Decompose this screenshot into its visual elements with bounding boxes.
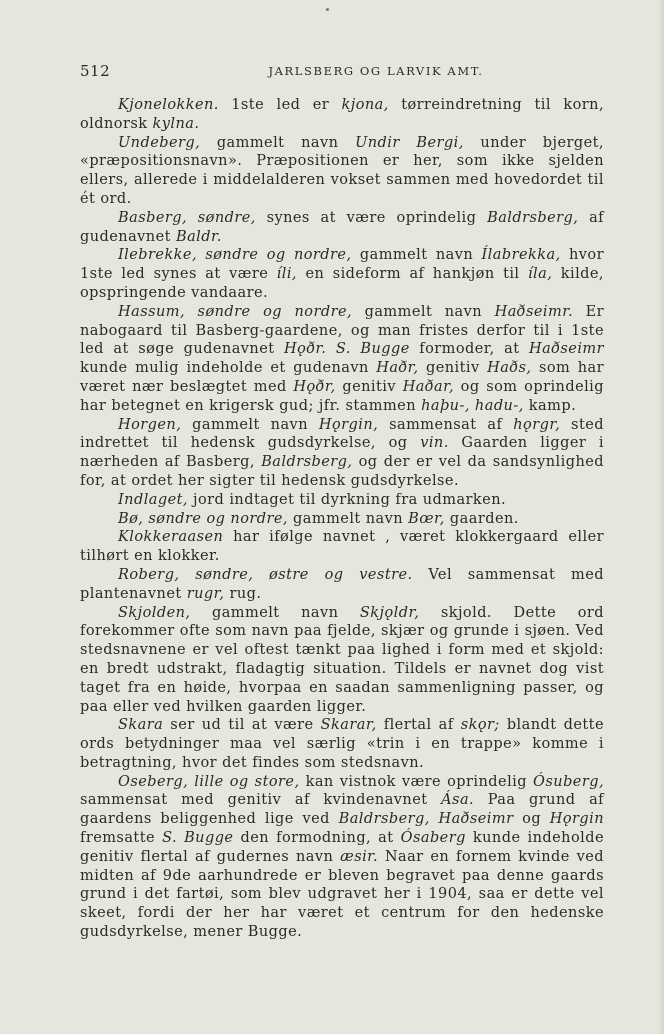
italic-term: vin. [420,435,449,452]
italic-term: Indlaget, [118,491,188,508]
page-number: 512 [80,62,111,80]
paragraph [80,528,604,566]
italic-term: íli, [276,266,297,283]
italic-term: Ósuberg, [533,773,604,790]
italic-term: Haðs, [487,360,532,377]
text-run: blandt dette ords betydninger maa vel særlig «trin i en trappe» komme i betragtning, hvor det findes som stedsnavn. [80,717,604,771]
text-run: som har været nær beslægtet med [80,360,605,395]
text-run: hvor 1ste led synes at være [80,247,604,283]
text-run: sted indrettet til hedensk gudsdyrkelse, og [80,416,604,452]
text-run [326,341,336,357]
text-run: Gaarden ligger i nærheden af Basberg, [80,435,604,471]
page-header [80,62,632,82]
text-run: flertal af [376,717,461,734]
text-run: kunde indeholde genitiv flertal af gudernes navn [80,830,605,865]
italic-term: Bœr, [408,510,445,527]
italic-term: Skarar, [320,717,377,734]
italic-term: Undeberg, [118,134,201,151]
paragraph [80,716,604,772]
print-speck [326,8,329,11]
text-run: gammelt navn [200,134,356,151]
paragraph [80,510,604,529]
text-run: kilde, opspringende vandaare. [80,266,604,301]
italic-term: Haðr, [376,360,419,377]
running-title: JARLSBERG OG LARVIK AMT. [268,64,484,78]
text-run: genitiv [418,360,488,377]
text-run: formoder, at [409,341,530,358]
italic-term: Baldrsberg, [261,454,353,471]
text-run: kamp. [523,397,577,414]
italic-term: Haðseimr [529,341,605,358]
text-run: kan vistnok være oprindelig [299,773,534,790]
paragraph [80,96,604,134]
italic-term: Undir Bergi, [355,134,464,151]
italic-term: S. Bugge [162,830,234,847]
paragraph [80,303,604,416]
paragraph [80,773,604,942]
italic-term: kjona, [341,97,389,113]
italic-term: Roberg, søndre, østre og vestre. [118,566,413,583]
italic-term: Baldrsberg, Haðseimr [338,811,514,828]
text-run: jord indtaget til dyrkning fra udmarken. [187,491,507,508]
text-run: genitiv [335,378,403,395]
paragraph [80,209,604,247]
italic-term: Horgen, [118,416,182,433]
text-run: sammensat af [378,416,514,433]
italic-term: Ósaberg [400,830,466,847]
italic-term: Bø, søndre og nordre, [118,510,288,527]
italic-term: Oseberg, lille og store, [118,773,300,790]
italic-term: Hǫðr, [293,378,336,395]
text-run: fremsatte [80,830,163,847]
italic-term: Skara [118,717,164,734]
page-edge [658,0,664,1034]
text-run: sammensat med genitiv af kvindenavnet [80,792,442,809]
text-run: kunde mulig indeholde et gudenavn [80,360,377,377]
body-text [80,96,604,942]
paragraph [80,134,604,209]
text-run: og der er vel da sandsynlighed for, at ordet her sigter til hedensk gudsdyrkelse. [80,454,604,489]
text-run: gammelt navn [190,604,360,621]
italic-term: skǫr; [460,717,500,734]
italic-term: Hǫðr. [284,341,327,358]
text-run: rug. [224,585,262,602]
text-run: Vel sammensat med plantenavnet [80,566,604,602]
text-run: synes at være oprindelig [255,209,488,226]
italic-term: Hǫrgin, [318,416,379,433]
italic-term: Ása. [441,792,475,809]
italic-term: Klokkeraasen [118,529,224,546]
text-run: ser ud til at være [163,717,321,734]
italic-term: Hǫrgin [549,811,605,828]
text-run: gammelt navn [351,247,482,264]
paragraph [80,491,604,510]
italic-term: Basberg, søndre, [118,209,256,226]
text-run: skjold. Dette ord forekommer ofte som navn paa fjelde, skjær og grunde i sjøen. Ved stedsnavnene er vel oftest tænkt paa lighed i form med et skjold: en bredt udstrakt, fladagtig situation. Tildels er navnet dog vist taget fra en høide, hvorpaa en saadan sammenligning passer, og paa eller ved hvilken gaarden ligger. [80,604,604,715]
text-run: Paa grund af gaardens beliggenhed lige ved [80,792,604,828]
text-run: Er nabogaard til Basberg-gaardene, og man fristes derfor til i 1ste led at søge gudenavnet [80,303,604,358]
paragraph [80,416,604,491]
italic-term: Skjǫldr, [359,604,420,621]
text-run: af gudenavnet [80,209,604,245]
text-run: under bjerget, «præpositionsnavn». Præpositionen er her, som ikke sjelden ellers, allerede i middelalderen vokset sammen med hovedordet til ét ord. [80,134,604,207]
text-run: gammelt navn [352,303,495,320]
italic-term: æsir. [340,848,379,865]
italic-term: rugr, [186,585,225,602]
text-run: en sideform af hankjøn til [297,266,528,283]
italic-term: S. Bugge [335,341,410,358]
text-run: den formodning, at [233,830,401,847]
italic-term: Haðar, [402,378,454,395]
text-run: gammelt navn [181,416,319,433]
italic-term: Kjonelokken. [118,97,219,113]
italic-term: Hassum, søndre og nordre, [118,303,353,320]
italic-term: Ílabrekka, [481,247,561,264]
italic-term: Baldr. [175,228,222,245]
paragraph [80,566,604,604]
text-run: gaarden. [444,510,519,527]
text-run: Naar en fornem kvinde ved midten af 9de aarhundrede er bleven begravet paa denne gaards grund i det fartøi, som blev udgravet her i 1904, saa er dette vel skeet, fordi der her har været et centrum for den hedenske gudsdyrkelse, mener Bugge. [80,848,604,941]
paragraph [80,604,604,717]
text-run: 1ste led er [218,97,342,113]
text-run: og [513,811,550,828]
text-run: gammelt navn [288,510,409,527]
italic-term: Haðseimr. [494,303,574,320]
italic-term: haþu-, hadu-, [421,397,524,414]
italic-term: Baldrsberg, [487,209,579,226]
italic-term: hǫrgr, [513,416,561,433]
text-run: tørreindretning til korn, oldnorsk [80,97,604,132]
text-run: og som oprindelig har betegnet en krigersk gud; jfr. stammen [80,378,605,414]
italic-term: kylna. [152,115,200,132]
text-run: har ifølge navnet , været klokkergaard eller tilhørt en klokker. [80,529,604,565]
italic-term: íla, [527,266,553,283]
italic-term: Ilebrekke, søndre og nordre, [118,247,352,264]
paragraph [80,246,604,302]
italic-term: Skjolden, [118,604,191,621]
